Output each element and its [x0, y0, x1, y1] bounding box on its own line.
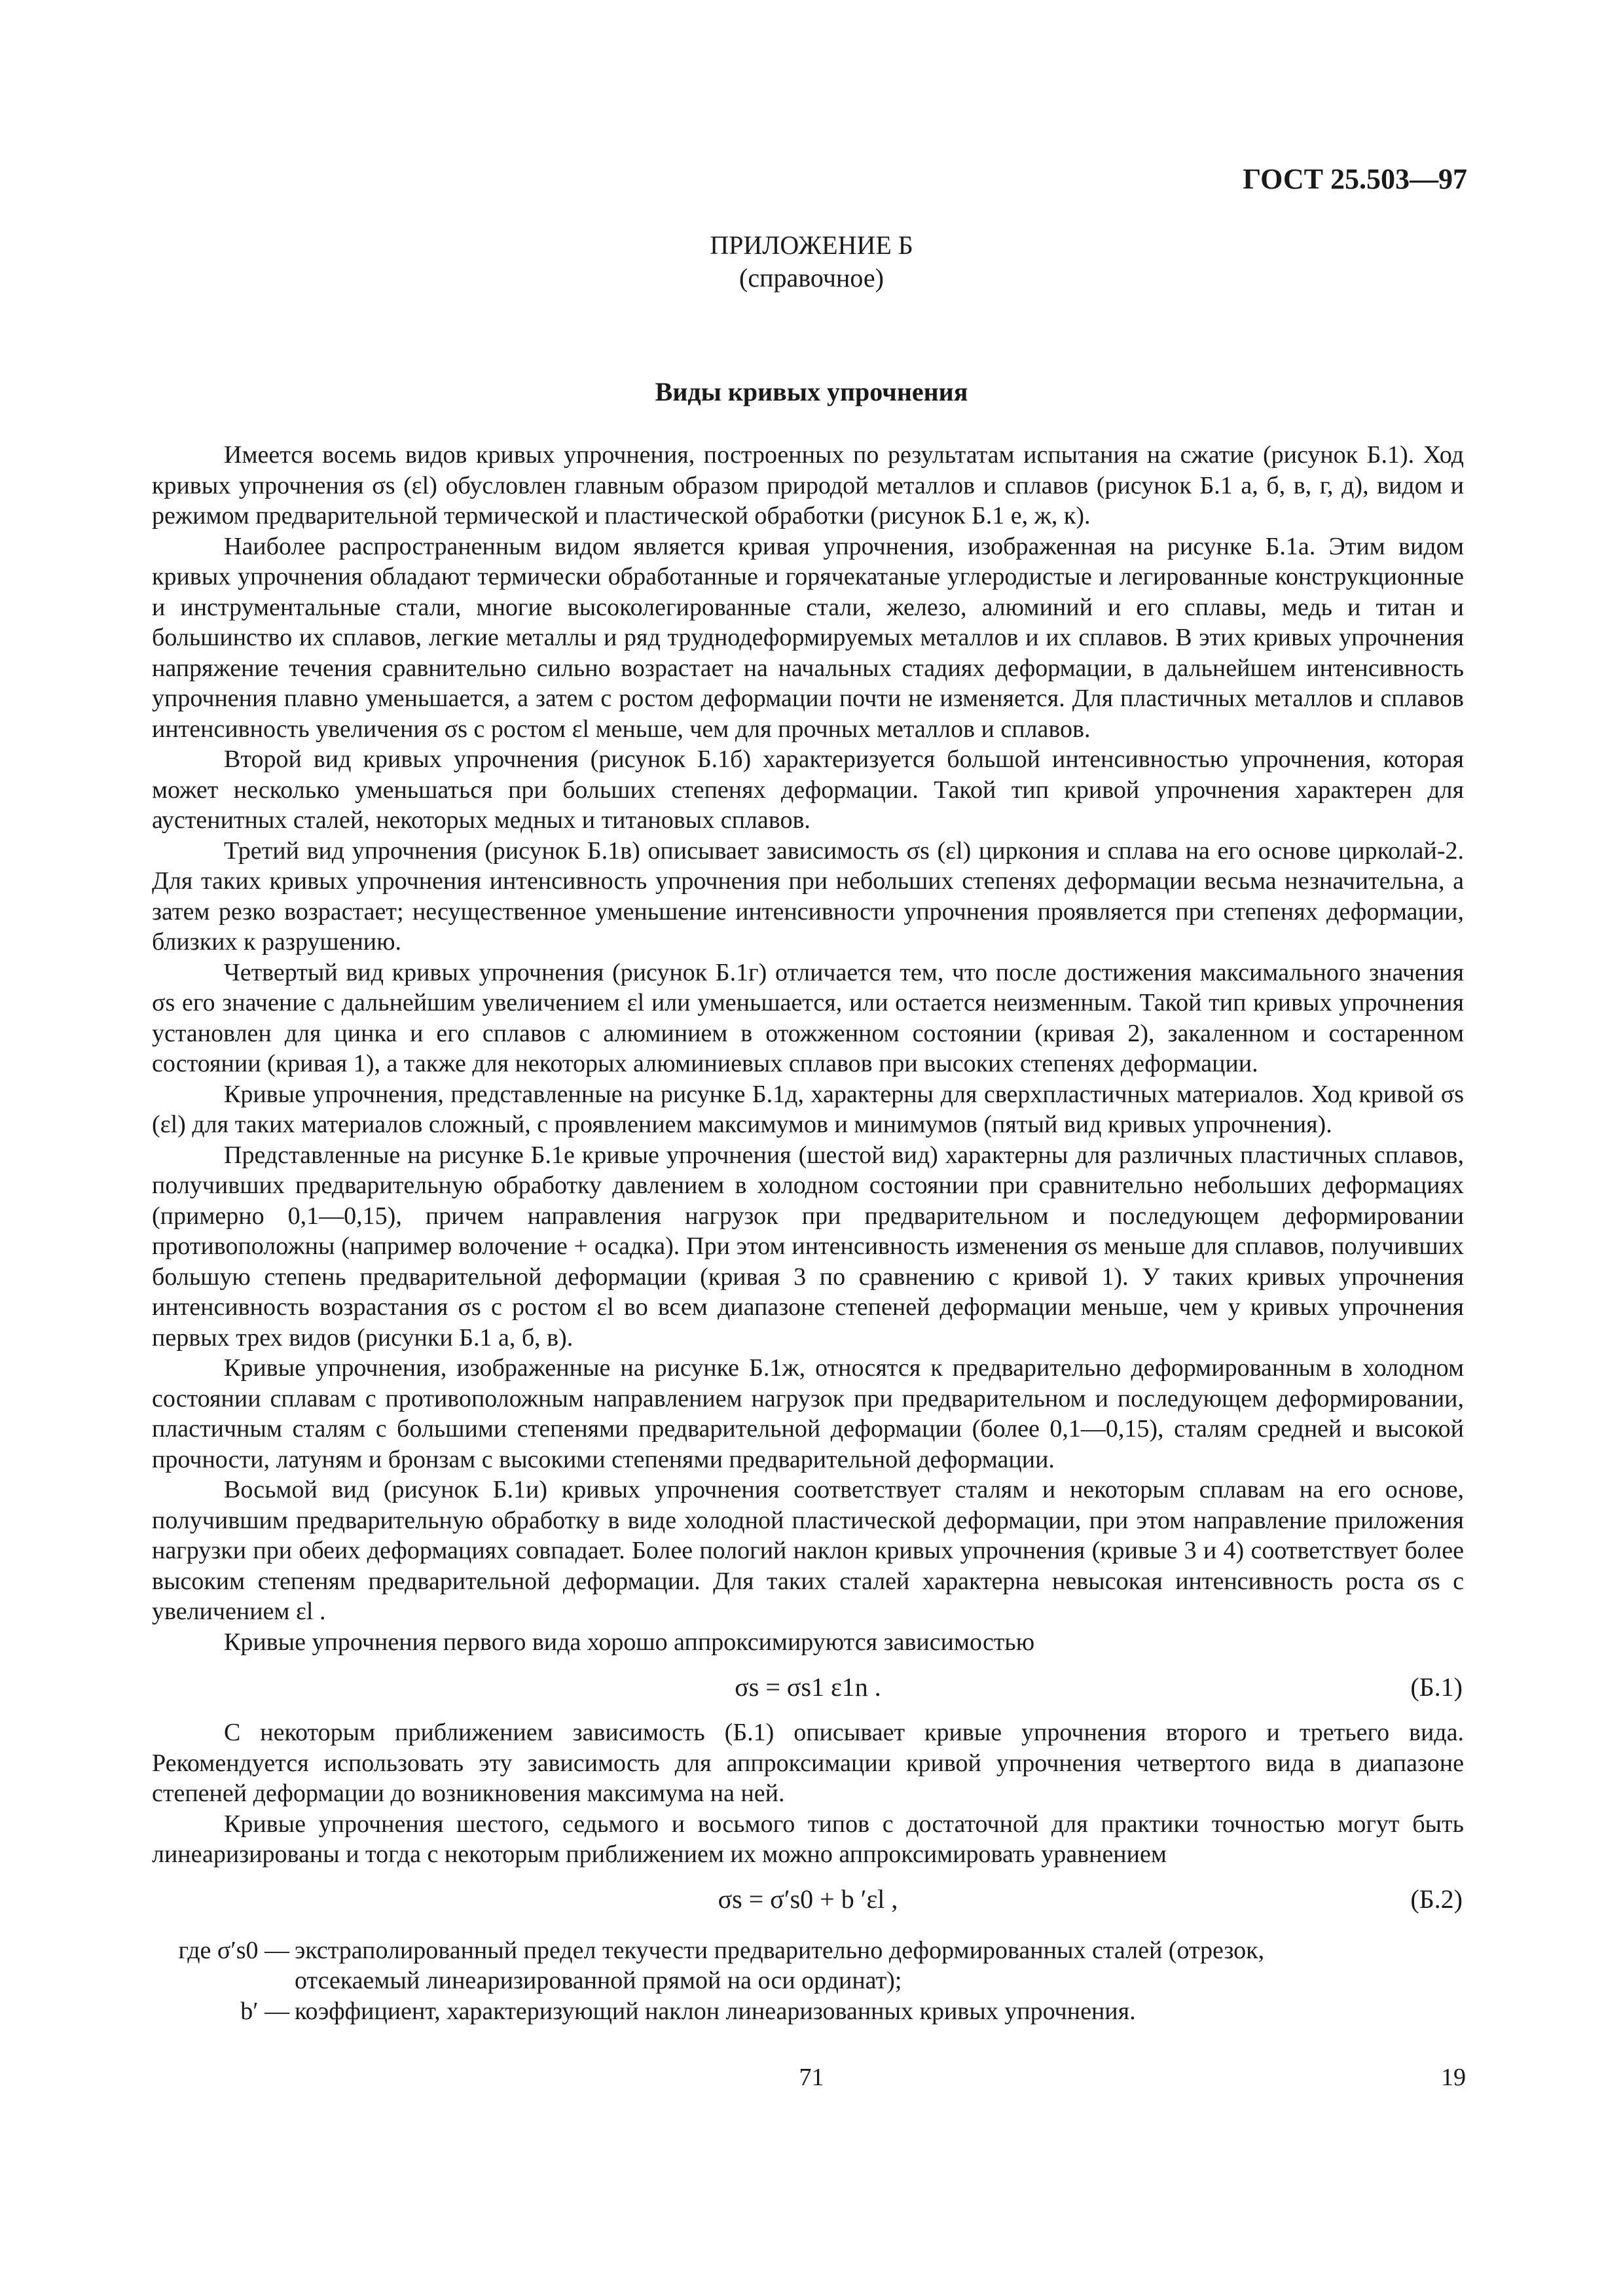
legend-symbol: где σ′s0 — — [178, 1936, 289, 1964]
paragraph: Кривые упрочнения шестого, седьмого и восьмого типов с достаточной для практики точностью могут быть линеаризированы и тогда с некоторым приближением их можно аппроксимировать уравнением — [152, 1810, 1464, 1868]
paragraph: С некоторым приближением зависимость (Б.1) описывает кривые упрочнения второго и третьего вида. Рекомендуется использовать эту зависимость для аппроксимации кривой упрочнения четвертого вида в диапазоне степеней деформации до возникновения максимума на ней. — [152, 1719, 1464, 1807]
legend-row — [152, 1935, 1464, 1966]
formula-b2 — [152, 1870, 1464, 1930]
paragraph: Четвертый вид кривых упрочнения (рисунок Б.1г) отличается тем, что после достижения максимального значения σs его значение с дальнейшим увеличением εl или уменьшается, или остается неизменным. Такой тип кривых упрочнения установлен для цинка и его сплавов с алюминием в отожженном состоянии (кривая 2), закаленном и состаренном состоянии (кривая 1), а также для некоторых алюминиевых сплавов при высоких степенях деформации. — [152, 958, 1464, 1077]
paragraph: Восьмой вид (рисунок Б.1и) кривых упрочнения соответствует сталям и некоторым сплавам на его основе, получившим предварительную обработку в виде холодной пластической деформации, при этом направление приложения нагрузки при обеих деформациях совпадает. Более пологий наклон кривых упрочнения (кривые 3 и 4) соответствует более высоким степеням предварительной деформации. Для таких сталей характерна невысокая интенсивность роста σs с увеличением εl . — [152, 1476, 1464, 1625]
appendix-block — [0, 229, 1623, 295]
legend-row — [152, 1965, 1464, 1996]
legend-symbol — [152, 1965, 295, 1996]
appendix-subtitle: (справочное) — [739, 263, 884, 293]
paragraph: Наиболее распространенным видом является кривая упрочнения, изображенная на рисунке Б.1а. Этим видом кривых упрочнения обладают термически обработанные и горячекатаные углеродистые и легированные конструкционные и инструментальные стали, многие высоколегированные стали, железо, алюминий и его сплавы, медь и титан и большинство их сплавов, легкие металлы и ряд труднодеформируемых металлов и их сплавов. В этих кривых упрочнения напряжение течения сравнительно сильно возрастает на начальных стадиях деформации, в дальнейшем интенсивность упрочнения плавно уменьшается, а затем с ростом деформации почти не изменяется. Для пластичных металлов и сплавов интенсивность увеличения σs с ростом εl меньше, чем для прочных металлов и сплавов. — [152, 532, 1464, 743]
paragraph: Кривые упрочнения, изображенные на рисунке Б.1ж, относятся к предварительно деформированным в холодном состоянии сплавам с противоположным направлением нагрузок при предварительном и последующем деформировании, пластичным сталям с большими степенями предварительной деформации (более 0,1—0,15), сталям средней и высокой прочности, латуням и бронзам с высокими степенями предварительной деформации. — [152, 1354, 1464, 1473]
appendix-title: ПРИЛОЖЕНИЕ Б — [710, 230, 913, 260]
section-heading: Виды кривых упрочнения — [655, 377, 968, 406]
formula-expression: σs = σ′s0 + b ′εl , — [718, 1884, 898, 1914]
paragraph: Третий вид упрочнения (рисунок Б.1в) описывает зависимость σs (εl) циркония и сплава на его основе цирколай-2. Для таких кривых упрочнения интенсивность упрочнения при небольших степенях деформации весьма незначительна, а затем резко возрастает; несущественное уменьшение интенсивности упрочнения проявляется при степенях деформации, близких к разрушению. — [152, 836, 1464, 956]
legend-symbol: b′ — — [240, 1997, 289, 2025]
page-number-center: 71 — [799, 2064, 824, 2091]
formula-number: (Б.2) — [1410, 1884, 1463, 1914]
paragraph: Кривые упрочнения первого вида хорошо аппроксимируются зависимостью — [224, 1628, 1035, 1656]
formula-b1 — [152, 1657, 1464, 1717]
document-code: ГОСТ 25.503—97 — [1243, 163, 1467, 195]
legend-text: отсекаемый линеаризированной прямой на оси ординат); — [295, 1967, 902, 1994]
legend-text: экстраполированный предел текучести предварительно деформированных сталей (отрезок, — [295, 1936, 1265, 1964]
formula-expression: σs = σs1 ε1n . — [735, 1672, 881, 1702]
symbol-legend — [152, 1935, 1464, 2027]
paragraph: Представленные на рисунке Б.1е кривые упрочнения (шестой вид) характерны для различных пластичных сплавов, получивших предварительную обработку давлением в холодном состоянии при сравнительно небольших деформациях (примерно 0,1—0,15), причем направления нагрузок при предварительном и последующем деформировании противоположны (например волочение + осадка). При этом интенсивность изменения σs меньше для сплавов, получивших большую степень предварительной деформации (кривая 3 по сравнению с кривой 1). У таких кривых упрочнения интенсивность возрастания σs с ростом εl во всем диапазоне степеней деформации меньше, чем у кривых упрочнения первых трех видов (рисунки Б.1 а, б, в). — [152, 1141, 1464, 1352]
page-number-right: 19 — [1441, 2064, 1466, 2091]
paragraph: Кривые упрочнения, представленные на рисунке Б.1д, характерны для сверхпластичных материалов. Ход кривой σs (εl) для таких материалов сложный, с проявлением максимумов и минимумов (пятый вид кривых упрочнения). — [152, 1080, 1464, 1138]
paragraph: Имеется восемь видов кривых упрочнения, построенных по результатам испытания на сжатие (рисунок Б.1). Ход кривых упрочнения σs (εl) обусловлен главным образом природой металлов и сплавов (рисунок Б.1 а, б, в, г, д), видом и режимом предварительной термической и пластической обработки (рисунок Б.1 е, ж, к). — [152, 441, 1464, 529]
legend-row — [152, 1996, 1464, 2027]
formula-number: (Б.1) — [1410, 1672, 1463, 1702]
body-text — [152, 440, 1464, 2026]
paragraph: Второй вид кривых упрочнения (рисунок Б.1б) характеризуется большой интенсивностью упрочнения, которая может несколько уменьшаться при больших степенях деформации. Такой тип кривой упрочнения характерен для аустенитных сталей, некоторых медных и титановых сплавов. — [152, 745, 1464, 834]
legend-text: коэффициент, характеризующий наклон линеаризованных кривых упрочнения. — [295, 1997, 1136, 2025]
